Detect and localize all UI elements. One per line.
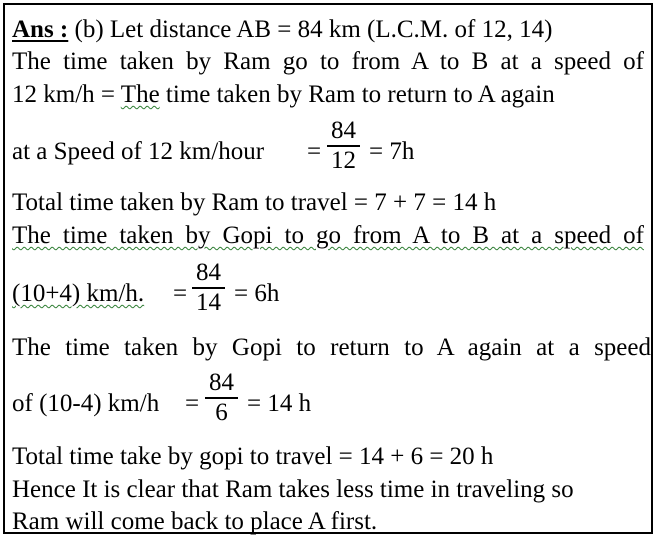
gopi-return-equals: = xyxy=(185,390,200,417)
gopi-outbound-denominator: 14 xyxy=(196,288,221,316)
gopi-outbound-fraction xyxy=(192,259,225,317)
gopi-return-line xyxy=(12,333,651,363)
gopi-outbound-line xyxy=(12,221,651,251)
gopi-outbound-text: The time taken by Gopi to go from A to B at a speed of xyxy=(12,222,644,249)
ram-total-line xyxy=(12,188,496,218)
ram-fraction xyxy=(327,117,360,175)
ans-statement: (b) Let distance AB = 84 km (L.C.M. of 12, 14) xyxy=(74,16,553,43)
answer-box xyxy=(3,3,653,534)
conclusion-line-1 xyxy=(12,475,574,505)
ans-label: Ans : xyxy=(12,16,69,43)
gopi-return-fraction xyxy=(205,369,238,427)
conclusion-text-2: Ram will come back to place A first. xyxy=(12,508,378,535)
ram-outbound-line xyxy=(12,47,651,77)
gopi-outbound-result: = 6h xyxy=(234,280,280,307)
conclusion-text-1: Hence It is clear that Ram takes less time in traveling so xyxy=(12,476,574,503)
ram-numerator: 84 xyxy=(331,117,356,144)
ram-speed-label: at a Speed of 12 km/hour xyxy=(12,138,265,165)
ram-total-text: Total time taken by Ram to travel = 7 + 7 = 14 h xyxy=(12,189,497,216)
ram-equals-sign: = xyxy=(307,138,322,165)
ram-the-word: The xyxy=(120,81,160,108)
gopi-return-text: The time taken by Gopi to return to A again at a speed xyxy=(12,334,651,361)
ram-return-line xyxy=(12,80,651,110)
gopi-outbound-equals: = xyxy=(173,280,188,307)
ram-speed-text: 12 km/h = xyxy=(12,81,121,108)
ram-outbound-text: The time taken by Ram go to from A to B at a speed of xyxy=(12,48,644,75)
gopi-return-numerator: 84 xyxy=(209,369,234,396)
gopi-outbound-speed: (10+4) km/h. xyxy=(12,280,145,307)
gopi-total-text: Total time take by gopi to travel = 14 + 6 = 20 h xyxy=(12,443,494,470)
gopi-return-result: = 14 h xyxy=(247,390,312,417)
conclusion-line-2 xyxy=(12,507,377,537)
ram-denominator: 12 xyxy=(331,146,356,174)
gopi-return-denominator: 6 xyxy=(215,398,228,426)
answer-heading-line xyxy=(12,15,552,45)
gopi-outbound-numerator: 84 xyxy=(196,259,221,286)
ram-result: = 7h xyxy=(369,138,415,165)
gopi-total-line xyxy=(12,442,493,472)
ram-return-text: time taken by Ram to return to A again xyxy=(159,81,555,108)
gopi-return-speed: of (10-4) km/h xyxy=(12,390,160,417)
